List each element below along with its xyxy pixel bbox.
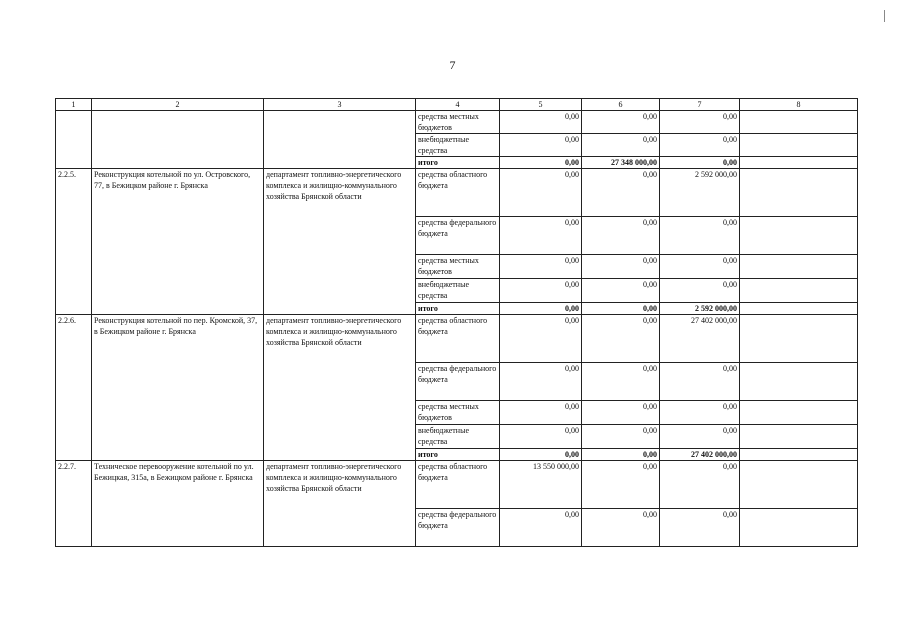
table-row bbox=[56, 461, 858, 509]
continuation-cell bbox=[264, 134, 416, 157]
merged-cell bbox=[56, 425, 92, 449]
edge-mark bbox=[884, 10, 885, 22]
amount-col6: 0,00 bbox=[582, 401, 660, 425]
amount-col6: 0,00 bbox=[582, 279, 660, 303]
empty-col8 bbox=[740, 111, 858, 134]
merged-cell bbox=[264, 279, 416, 303]
amount-col6: 0,00 bbox=[582, 449, 660, 461]
amount-col6: 0,00 bbox=[582, 315, 660, 363]
table-row bbox=[56, 169, 858, 217]
empty-col8 bbox=[740, 134, 858, 157]
table-body bbox=[56, 99, 858, 547]
total-row bbox=[56, 303, 858, 315]
funding-source: средства федерального бюджета bbox=[416, 363, 500, 401]
amount-col5: 0,00 bbox=[500, 401, 582, 425]
merged-cell bbox=[92, 279, 264, 303]
table-row bbox=[56, 401, 858, 425]
amount-col7: 27 402 000,00 bbox=[660, 315, 740, 363]
merged-cell bbox=[56, 449, 92, 461]
total-row bbox=[56, 157, 858, 169]
header-cell: 5 bbox=[500, 99, 582, 111]
item-name: Реконструкция котельной по ул. Островского, 77, в Бежицком районе г. Брянска bbox=[92, 169, 264, 217]
funding-source: средства местных бюджетов bbox=[416, 255, 500, 279]
merged-cell bbox=[264, 255, 416, 279]
header-cell: 8 bbox=[740, 99, 858, 111]
table-row bbox=[56, 425, 858, 449]
item-number: 2.2.7. bbox=[56, 461, 92, 509]
funding-source: внебюджетные средства bbox=[416, 134, 500, 157]
amount-col7: 27 402 000,00 bbox=[660, 449, 740, 461]
continuation-cell bbox=[92, 157, 264, 169]
amount-col7: 2 592 000,00 bbox=[660, 303, 740, 315]
empty-col8 bbox=[740, 425, 858, 449]
item-executor: департамент топливно-энергетического комплекса и жилищно-коммунального хозяйства Брянской области bbox=[264, 461, 416, 509]
header-row bbox=[56, 99, 858, 111]
amount-col6: 0,00 bbox=[582, 217, 660, 255]
item-number: 2.2.6. bbox=[56, 315, 92, 363]
merged-cell bbox=[56, 217, 92, 255]
merged-cell bbox=[264, 425, 416, 449]
funding-source: средства областного бюджета bbox=[416, 169, 500, 217]
funding-source: итого bbox=[416, 157, 500, 169]
funding-source: средства местных бюджетов bbox=[416, 111, 500, 134]
amount-col5: 0,00 bbox=[500, 363, 582, 401]
merged-cell bbox=[56, 401, 92, 425]
amount-col6: 27 348 000,00 bbox=[582, 157, 660, 169]
empty-col8 bbox=[740, 449, 858, 461]
header-cell: 7 bbox=[660, 99, 740, 111]
empty-col8 bbox=[740, 169, 858, 217]
amount-col7: 0,00 bbox=[660, 509, 740, 547]
merged-cell bbox=[56, 363, 92, 401]
amount-col6: 0,00 bbox=[582, 461, 660, 509]
empty-col8 bbox=[740, 157, 858, 169]
funding-source: итого bbox=[416, 449, 500, 461]
funding-source: средства областного бюджета bbox=[416, 461, 500, 509]
empty-col8 bbox=[740, 401, 858, 425]
empty-col8 bbox=[740, 461, 858, 509]
amount-col7: 0,00 bbox=[660, 255, 740, 279]
table-row bbox=[56, 111, 858, 134]
item-executor: департамент топливно-энергетического комплекса и жилищно-коммунального хозяйства Брянской области bbox=[264, 315, 416, 363]
header-cell: 1 bbox=[56, 99, 92, 111]
table-row bbox=[56, 363, 858, 401]
table-row bbox=[56, 509, 858, 547]
merged-cell bbox=[264, 401, 416, 425]
amount-col7: 0,00 bbox=[660, 401, 740, 425]
amount-col5: 0,00 bbox=[500, 425, 582, 449]
empty-col8 bbox=[740, 509, 858, 547]
header-cell: 2 bbox=[92, 99, 264, 111]
amount-col5: 0,00 bbox=[500, 315, 582, 363]
table-row bbox=[56, 134, 858, 157]
amount-col7: 0,00 bbox=[660, 217, 740, 255]
amount-col6: 0,00 bbox=[582, 363, 660, 401]
empty-col8 bbox=[740, 279, 858, 303]
table-row bbox=[56, 255, 858, 279]
amount-col7: 0,00 bbox=[660, 425, 740, 449]
merged-cell bbox=[264, 449, 416, 461]
item-number: 2.2.5. bbox=[56, 169, 92, 217]
page-number: 7 bbox=[449, 58, 456, 72]
merged-cell bbox=[92, 255, 264, 279]
amount-col7: 0,00 bbox=[660, 363, 740, 401]
funding-source: средства федерального бюджета bbox=[416, 217, 500, 255]
merged-cell bbox=[264, 217, 416, 255]
merged-cell bbox=[92, 303, 264, 315]
amount-col5: 0,00 bbox=[500, 255, 582, 279]
merged-cell bbox=[92, 401, 264, 425]
table-row bbox=[56, 315, 858, 363]
merged-cell bbox=[56, 255, 92, 279]
merged-cell bbox=[56, 303, 92, 315]
amount-col7: 2 592 000,00 bbox=[660, 169, 740, 217]
empty-col8 bbox=[740, 363, 858, 401]
amount-col6: 0,00 bbox=[582, 134, 660, 157]
budget-table bbox=[55, 98, 858, 547]
continuation-cell bbox=[264, 111, 416, 134]
item-executor: департамент топливно-энергетического комплекса и жилищно-коммунального хозяйства Брянской области bbox=[264, 169, 416, 217]
amount-col6: 0,00 bbox=[582, 303, 660, 315]
merged-cell bbox=[56, 279, 92, 303]
amount-col7: 0,00 bbox=[660, 461, 740, 509]
amount-col5: 0,00 bbox=[500, 217, 582, 255]
continuation-cell bbox=[56, 111, 92, 134]
header-cell: 4 bbox=[416, 99, 500, 111]
amount-col5: 0,00 bbox=[500, 279, 582, 303]
continuation-cell bbox=[92, 111, 264, 134]
continuation-cell bbox=[56, 157, 92, 169]
amount-col5: 0,00 bbox=[500, 303, 582, 315]
funding-source: средства областного бюджета bbox=[416, 315, 500, 363]
funding-source: внебюджетные средства bbox=[416, 425, 500, 449]
total-row bbox=[56, 449, 858, 461]
merged-cell bbox=[92, 509, 264, 547]
amount-col7: 0,00 bbox=[660, 157, 740, 169]
amount-col7: 0,00 bbox=[660, 111, 740, 134]
item-name: Реконструкция котельной по пер. Кромской, 37, в Бежицком районе г. Брянска bbox=[92, 315, 264, 363]
merged-cell bbox=[264, 509, 416, 547]
amount-col5: 0,00 bbox=[500, 157, 582, 169]
header-cell: 6 bbox=[582, 99, 660, 111]
merged-cell bbox=[92, 425, 264, 449]
empty-col8 bbox=[740, 255, 858, 279]
amount-col6: 0,00 bbox=[582, 169, 660, 217]
amount-col6: 0,00 bbox=[582, 425, 660, 449]
empty-col8 bbox=[740, 217, 858, 255]
merged-cell bbox=[264, 363, 416, 401]
merged-cell bbox=[56, 509, 92, 547]
empty-col8 bbox=[740, 315, 858, 363]
amount-col5: 0,00 bbox=[500, 111, 582, 134]
amount-col7: 0,00 bbox=[660, 134, 740, 157]
table-row bbox=[56, 279, 858, 303]
header-cell: 3 bbox=[264, 99, 416, 111]
amount-col5: 0,00 bbox=[500, 509, 582, 547]
empty-col8 bbox=[740, 303, 858, 315]
table-row bbox=[56, 217, 858, 255]
amount-col5: 0,00 bbox=[500, 169, 582, 217]
merged-cell bbox=[92, 449, 264, 461]
continuation-cell bbox=[264, 157, 416, 169]
funding-source: внебюджетные средства bbox=[416, 279, 500, 303]
funding-source: средства местных бюджетов bbox=[416, 401, 500, 425]
amount-col6: 0,00 bbox=[582, 255, 660, 279]
amount-col6: 0,00 bbox=[582, 509, 660, 547]
continuation-cell bbox=[92, 134, 264, 157]
merged-cell bbox=[264, 303, 416, 315]
amount-col6: 0,00 bbox=[582, 111, 660, 134]
amount-col7: 0,00 bbox=[660, 279, 740, 303]
amount-col5: 0,00 bbox=[500, 449, 582, 461]
continuation-cell bbox=[56, 134, 92, 157]
merged-cell bbox=[92, 217, 264, 255]
funding-source: средства федерального бюджета bbox=[416, 509, 500, 547]
amount-col5: 13 550 000,00 bbox=[500, 461, 582, 509]
merged-cell bbox=[92, 363, 264, 401]
amount-col5: 0,00 bbox=[500, 134, 582, 157]
funding-source: итого bbox=[416, 303, 500, 315]
item-name: Техническое перевооружение котельной по ул. Бежицкая, 315а, в Бежицком районе г. Брянска bbox=[92, 461, 264, 509]
